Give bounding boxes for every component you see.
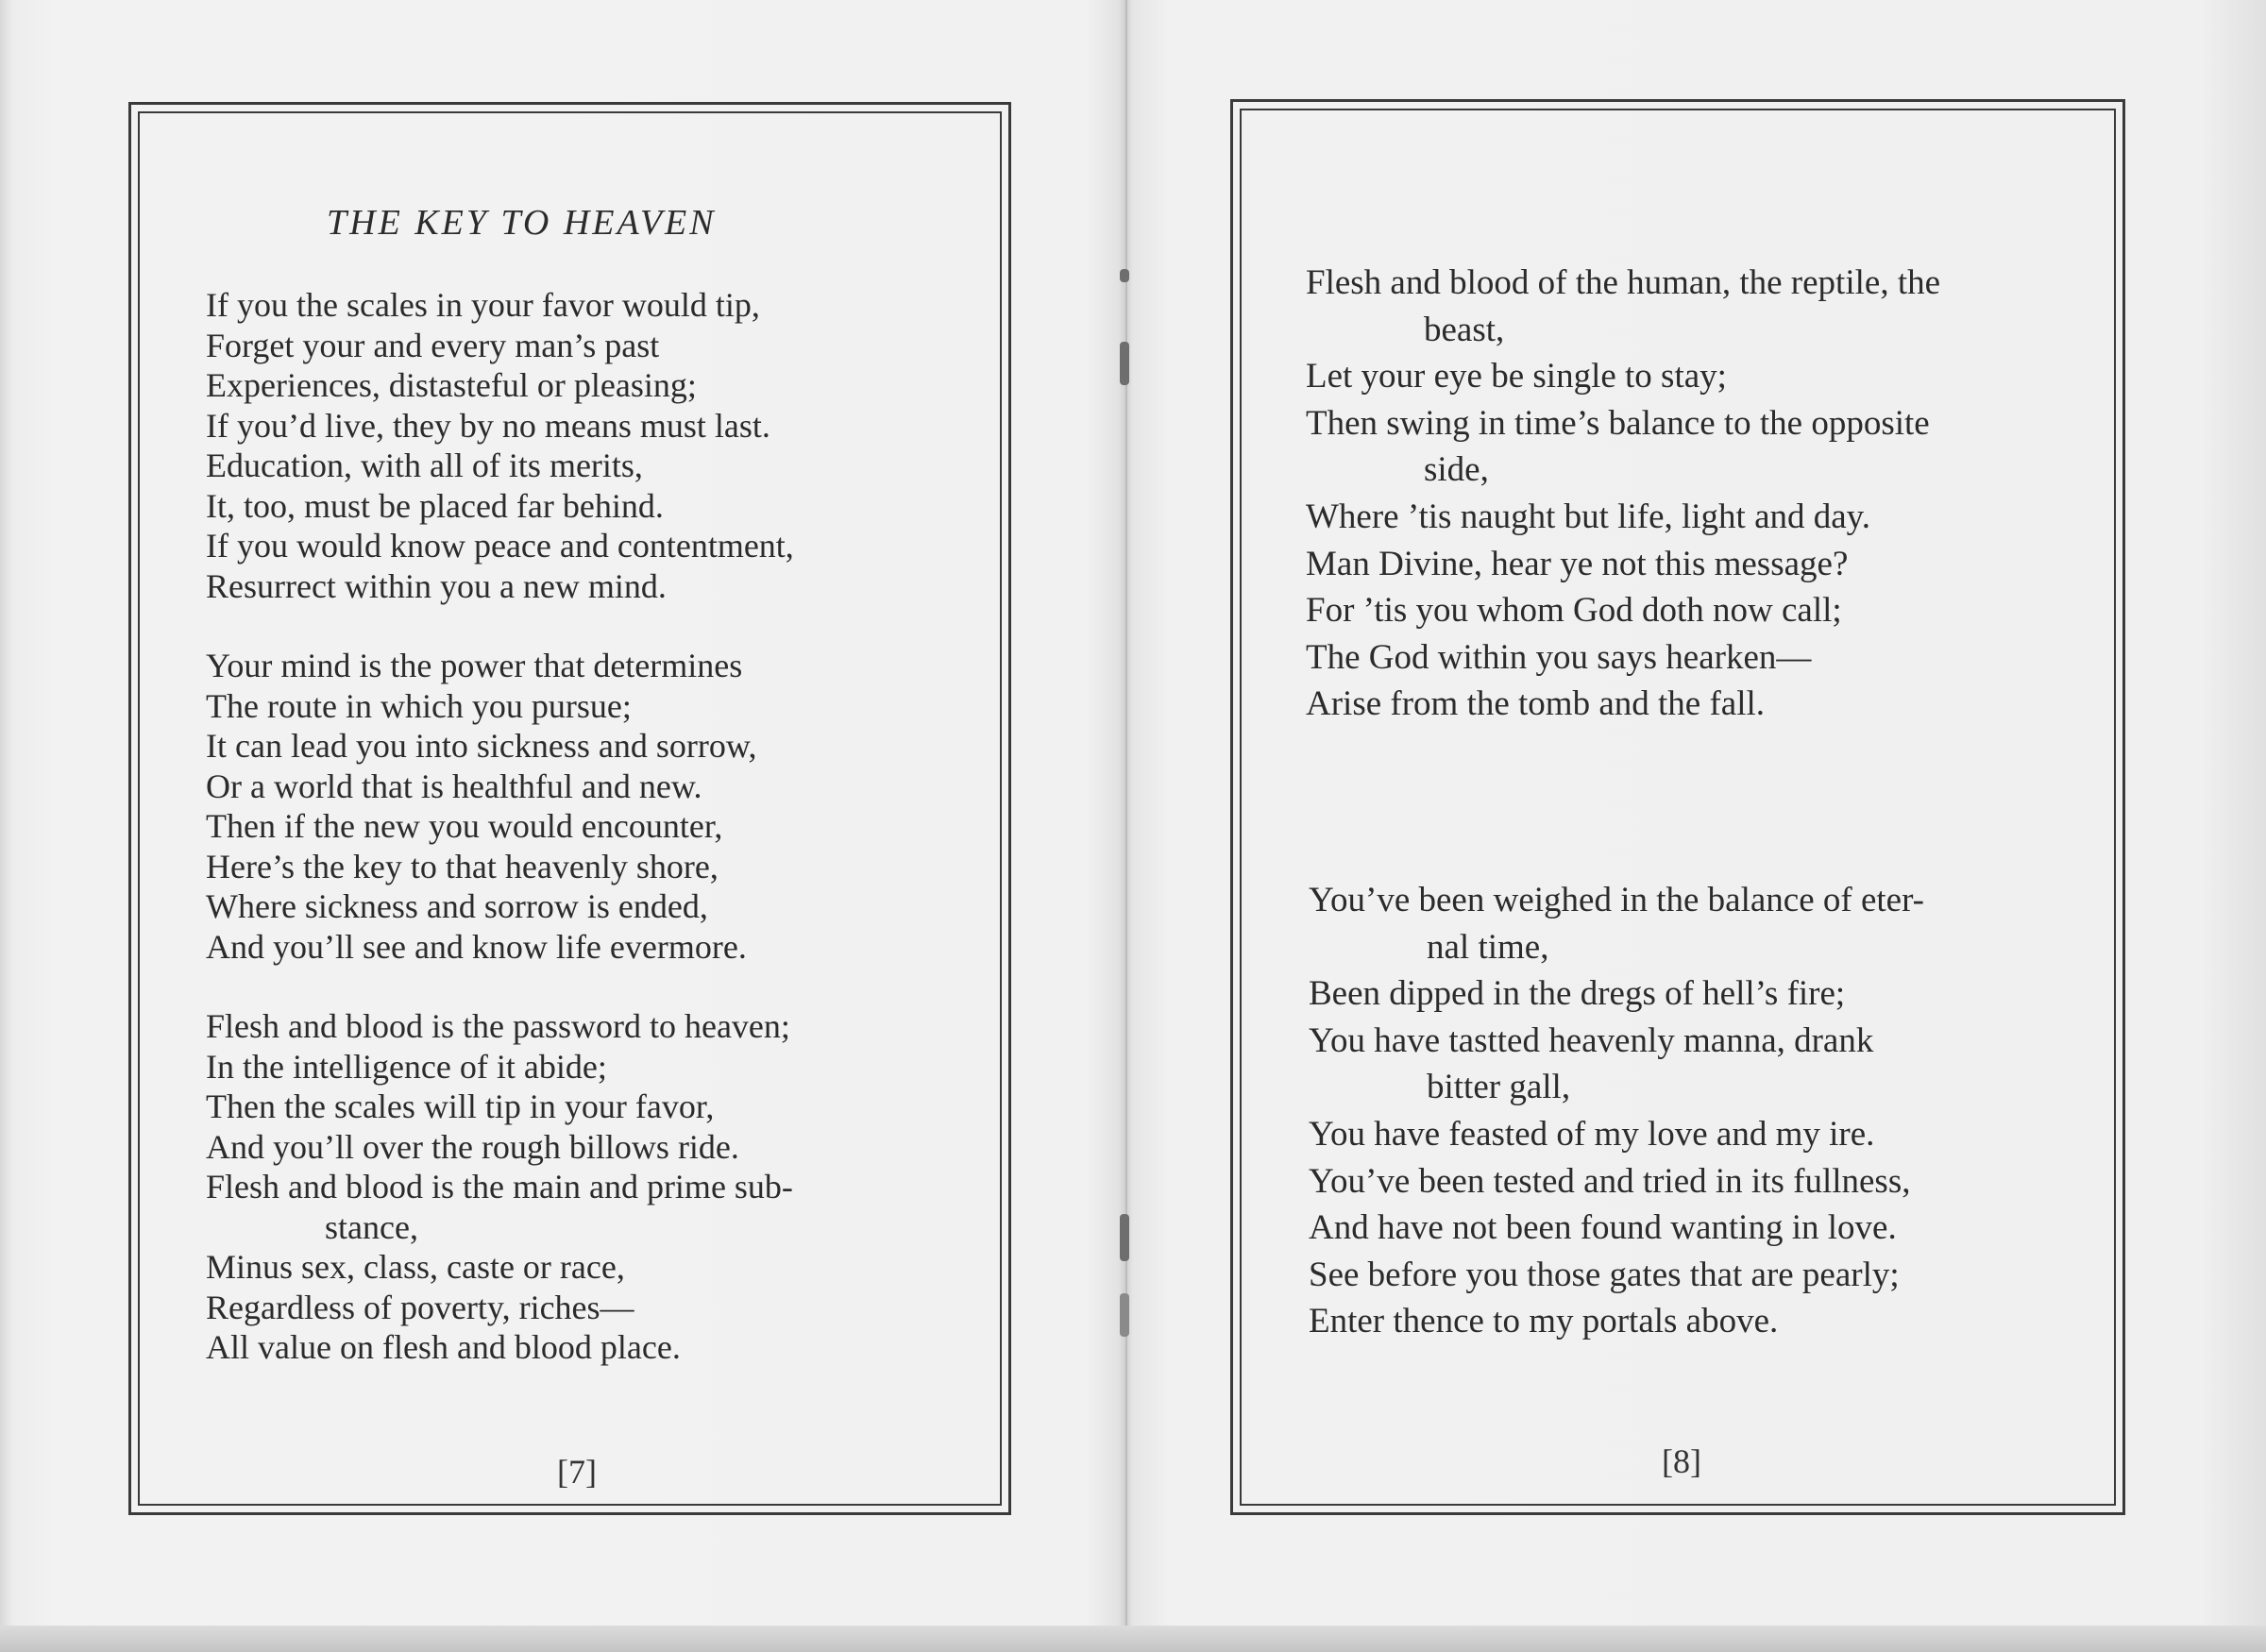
verse-line: Where sickness and sorrow is ended, — [206, 887, 708, 925]
verse-line-continuation: stance, — [325, 1207, 418, 1246]
verse-line: Where ’tis naught but life, light and day. — [1306, 497, 1871, 536]
verse-line: Education, with all of its merits, — [206, 447, 643, 484]
verse-line: Resurrect within you a new mind. — [206, 566, 667, 605]
verse-line: And you’ll see and know life evermore. — [206, 927, 747, 966]
binding-stitch-lower — [1120, 1214, 1129, 1261]
book-bottom-edge — [0, 1626, 2266, 1652]
verse-line: All value on flesh and blood place. — [206, 1328, 681, 1366]
verse-line: If you the scales in your favor would tip, — [206, 286, 760, 324]
binding-stitch-top — [1120, 269, 1129, 282]
stanza-3 — [206, 1006, 794, 1368]
verse-line: You have tastted heavenly manna, drank — [1309, 1020, 1874, 1060]
verse-line: Flesh and blood is the main and prime sub- — [206, 1168, 793, 1205]
verse-line: Then swing in time’s balance to the opposite — [1306, 403, 1930, 443]
verse-line: The route in which you pursue; — [206, 686, 632, 725]
stanza-1 — [206, 285, 794, 606]
verse-line: Enter thence to my portals above. — [1309, 1302, 1779, 1341]
binding-thread — [1120, 1293, 1129, 1337]
verse-line-continuation: nal time, — [1427, 927, 1549, 967]
verse-line: You’ve been weighed in the balance of eter- — [1309, 881, 1924, 919]
verse-line: Flesh and blood of the human, the reptile, the — [1306, 263, 1941, 302]
book-gutter — [1125, 0, 1127, 1638]
page-number-right: [8] — [1662, 1442, 1701, 1480]
verse-line: Then the scales will tip in your favor, — [206, 1087, 715, 1125]
verse-line: Arise from the tomb and the fall. — [1306, 684, 1766, 724]
verse-line: And have not been found wanting in love. — [1309, 1208, 1897, 1248]
verse-line-continuation: side, — [1424, 450, 1489, 490]
right-verse-block-2 — [1309, 877, 1924, 1345]
verse-line: The God within you says hearken— — [1306, 637, 1812, 677]
verse-line: If you would know peace and contentment, — [206, 527, 794, 565]
verse-line: Experiences, distasteful or pleasing; — [206, 366, 697, 404]
verse-line: Regardless of poverty, riches— — [206, 1288, 634, 1326]
verse-line-continuation: bitter gall, — [1427, 1068, 1571, 1107]
left-verse-block — [206, 285, 794, 1368]
verse-line: And you’ll over the rough billows ride. — [206, 1127, 739, 1166]
verse-line: Flesh and blood is the password to heaven; — [206, 1007, 790, 1045]
poem-title: THE KEY TO HEAVEN — [327, 203, 717, 243]
binding-stitch-upper — [1120, 342, 1129, 385]
verse-line: Man Divine, hear ye not this message? — [1306, 544, 1849, 583]
verse-line: Or a world that is healthful and new. — [206, 767, 702, 805]
verse-line: Let your eye be single to stay; — [1306, 357, 1727, 396]
verse-line: Your mind is the power that determines — [206, 647, 743, 684]
verse-line-continuation: beast, — [1424, 310, 1505, 349]
verse-line: For ’tis you whom God doth now call; — [1306, 591, 1842, 631]
stanza-2 — [206, 646, 794, 967]
verse-line: Here’s the key to that heavenly shore, — [206, 847, 719, 885]
verse-line: See before you those gates that are pearly; — [1309, 1255, 1900, 1294]
right-verse-block-1 — [1306, 260, 1940, 728]
verse-line: Then if the new you would encounter, — [206, 807, 723, 845]
verse-line: It can lead you into sickness and sorrow, — [206, 727, 757, 765]
verse-line: Minus sex, class, caste or race, — [206, 1248, 625, 1286]
verse-line: Been dipped in the dregs of hell’s fire; — [1309, 974, 1846, 1014]
page-number-left: [7] — [557, 1453, 597, 1491]
verse-line: If you’d live, they by no means must last. — [206, 406, 770, 445]
verse-line: In the intelligence of it abide; — [206, 1047, 607, 1086]
verse-line: Forget your and every man’s past — [206, 326, 660, 364]
verse-line: It, too, must be placed far behind. — [206, 486, 664, 525]
verse-line: You have feasted of my love and my ire. — [1309, 1114, 1875, 1154]
verse-line: You’ve been tested and tried in its fullness, — [1309, 1161, 1911, 1201]
